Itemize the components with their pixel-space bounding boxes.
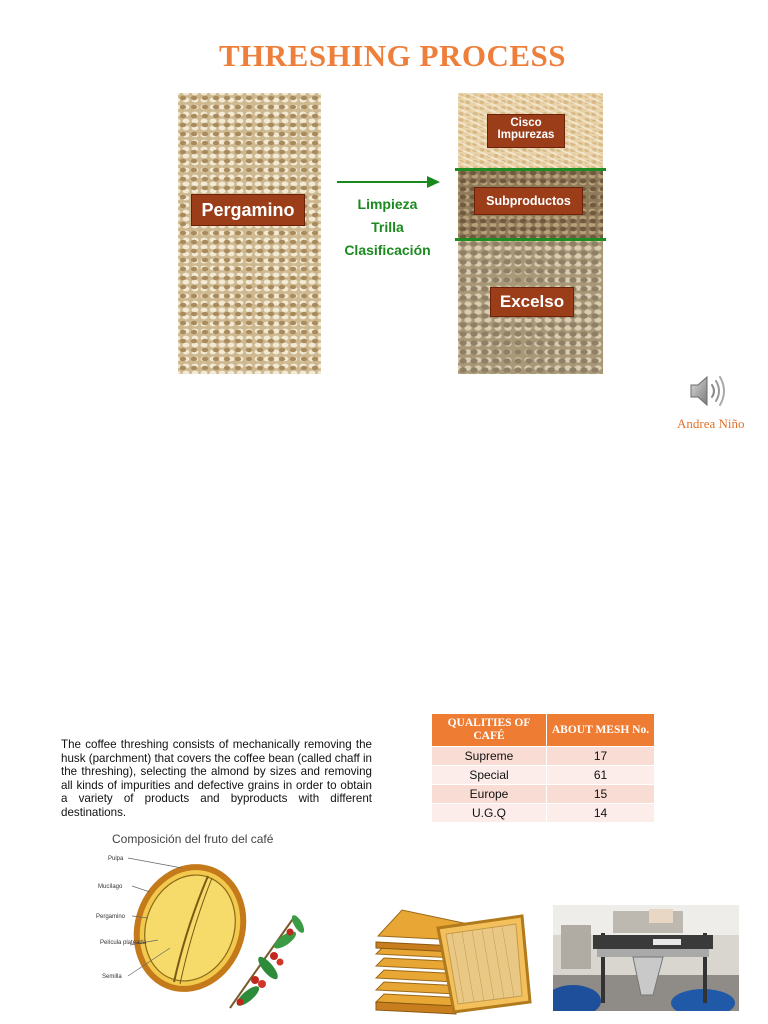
part-label: Pulpa [108,856,124,862]
separator-line [455,238,606,241]
coffee-fruit-diagram [90,828,320,1018]
pergamino-beans-photo [178,93,321,374]
arrow-head-icon [427,176,440,188]
diagram-title: Composición del fruto del café [112,832,274,846]
separator-line [455,168,606,171]
table-header-mesh: ABOUT MESH No. [547,714,655,747]
author-name: Andrea Niño [677,416,745,431]
description-paragraph: The coffee threshing consists of mechanically removing the husk (parchment) that covers the coffee bean (called chaff in the threshing), selecting the almond by sizes and removing all kinds of impurities and defective grains in order to obtain a variety of products and byproducts with different destinations. [61,738,372,819]
excelso-label: Excelso [490,287,574,317]
table-row: U.G.Q 14 [432,804,654,823]
step-limpieza: Limpieza [357,196,418,212]
part-label: Película plateada [100,940,147,946]
part-label: Mucílago [98,884,123,890]
part-label: Pergamino [96,914,126,920]
sieve-trays-photo [372,902,532,1018]
subproductos-label: Subproductos [474,187,583,215]
slide-title: THRESHING PROCESS [218,38,566,73]
cisco-label: Cisco Impurezas [487,114,565,148]
speaker-icon [688,373,728,409]
table-header-qualities: QUALITIES OF CAFÉ [432,714,547,747]
step-trilla: Trilla [371,219,404,235]
process-arrow [337,181,429,183]
pergamino-label: Pergamino [191,194,305,226]
process-steps [330,193,445,262]
table-row: Europe 15 [432,785,654,804]
table-row: Supreme 17 [432,747,654,766]
threshing-machine-photo [553,905,739,1011]
qualities-table [432,714,654,822]
table-row: Special 61 [432,766,654,785]
step-clasificacion: Clasificación [344,242,431,258]
part-label: Semilla [102,974,122,980]
